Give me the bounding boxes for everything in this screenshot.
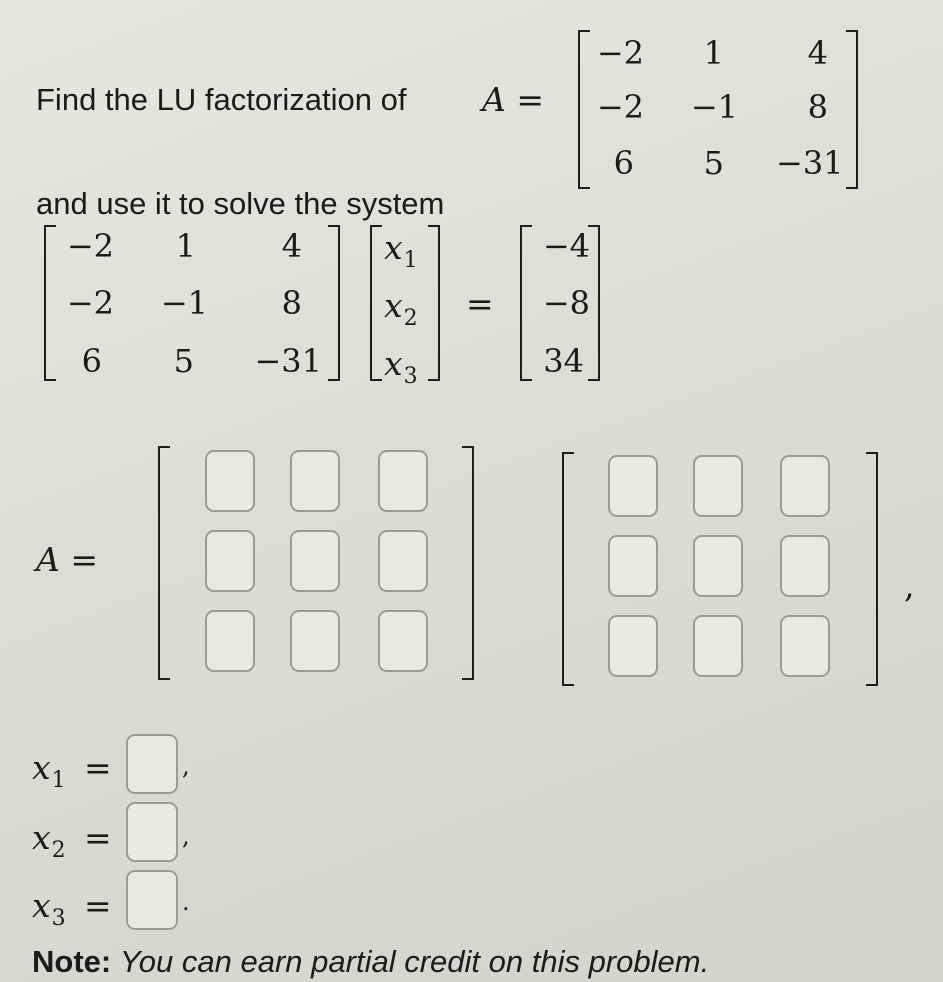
system-matrix-cell: −1	[160, 284, 208, 322]
matrix-a-cell: 4	[807, 34, 828, 72]
lu-trailing-comma: ,	[904, 566, 915, 605]
unknown-x3: $x_3$	[384, 344, 418, 389]
x3-answer-input[interactable]	[126, 870, 178, 930]
rhs-cell: 34	[543, 342, 584, 380]
matrix-a-cell: 1	[703, 34, 724, 72]
rhs-cell: −8	[542, 284, 590, 322]
l-cell-input[interactable]	[290, 530, 340, 592]
unknown-x1: $x_1$	[384, 228, 418, 273]
u-cell-input[interactable]	[693, 615, 743, 677]
prompt-prefix: Find the LU factorization of	[36, 82, 407, 117]
l-cell-input[interactable]	[290, 450, 340, 512]
prompt-text	[36, 82, 406, 118]
matrix-a-label: A =	[482, 80, 544, 119]
matrix-a-cell: 5	[703, 144, 724, 182]
rhs-cell: −4	[542, 227, 590, 265]
system-equals: =	[466, 284, 494, 323]
system-matrix-cell: −2	[66, 284, 114, 322]
matrix-a-cell: −31	[776, 144, 844, 182]
u-cell-input[interactable]	[780, 615, 830, 677]
l-cell-input[interactable]	[378, 610, 428, 672]
l-cell-input[interactable]	[378, 450, 428, 512]
matrix-a-cell: −1	[690, 88, 738, 126]
l-cell-input[interactable]	[205, 530, 255, 592]
x3-punct: .	[182, 888, 190, 916]
u-cell-input[interactable]	[693, 535, 743, 597]
x2-punct: ,	[182, 822, 190, 850]
solution-x1-equals: =	[84, 748, 112, 787]
x1-punct: ,	[182, 752, 190, 780]
system-matrix-cell: 1	[175, 227, 196, 265]
prompt-suffix: and use it to solve the system	[36, 186, 445, 221]
system-matrix-cell: 8	[281, 284, 302, 322]
u-cell-input[interactable]	[780, 455, 830, 517]
system-matrix-cell: 6	[81, 342, 102, 380]
u-cell-input[interactable]	[693, 455, 743, 517]
x2-answer-input[interactable]	[126, 802, 178, 862]
system-matrix-cell: 4	[281, 227, 302, 265]
system-matrix-cell: 5	[173, 342, 194, 380]
u-cell-input[interactable]	[608, 455, 658, 517]
x1-answer-input[interactable]	[126, 734, 178, 794]
u-cell-input[interactable]	[608, 615, 658, 677]
note-label: Note:	[32, 944, 112, 979]
u-cell-input[interactable]	[780, 535, 830, 597]
note-text: You can earn partial credit on this problem.	[119, 944, 710, 979]
l-cell-input[interactable]	[378, 530, 428, 592]
l-cell-input[interactable]	[205, 610, 255, 672]
lu-a-label: A =	[36, 540, 98, 579]
matrix-a-cell: −2	[596, 88, 644, 126]
system-matrix-cell: −2	[66, 227, 114, 265]
solution-x1-label: $x_1$	[32, 748, 66, 793]
solution-x3-label: $x_3$	[32, 886, 66, 931]
u-cell-input[interactable]	[608, 535, 658, 597]
matrix-a-cell: 6	[613, 144, 634, 182]
solution-x3-equals: =	[84, 886, 112, 925]
l-cell-input[interactable]	[205, 450, 255, 512]
matrix-a-cell: 8	[807, 88, 828, 126]
partial-credit-note	[32, 944, 709, 980]
solution-x2-equals: =	[84, 818, 112, 857]
solution-x2-label: $x_2$	[32, 818, 66, 863]
system-matrix-cell: −31	[254, 342, 322, 380]
unknown-x2: $x_2$	[384, 286, 418, 331]
l-cell-input[interactable]	[290, 610, 340, 672]
matrix-a-cell: −2	[596, 34, 644, 72]
